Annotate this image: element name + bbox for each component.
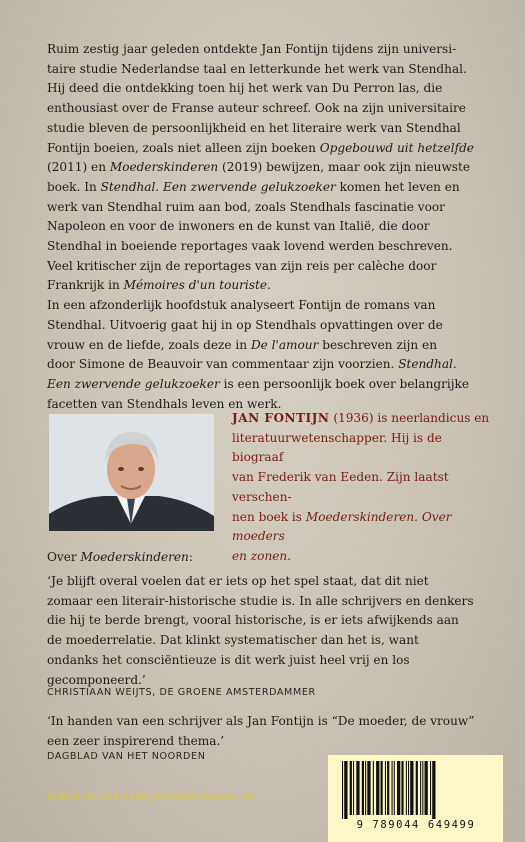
blurb-line-text: Stendhal. Een zwervende gelukzoeker (100, 179, 336, 194)
barcode-bar (387, 761, 389, 815)
blurb-line-text: is een persoonlijk boek over belangrijke (219, 376, 470, 391)
quote-line: de moederrelatie. Dat klinkt systematischer dan het is, want (47, 633, 419, 648)
barcode-bar (385, 761, 386, 815)
barcode-bar (381, 761, 383, 815)
barcode-bar (362, 761, 364, 815)
quote-line: ‘Je blijft overal voelen dat er iets op het spel staat, dat dit niet (47, 574, 429, 588)
blurb-line-text: In een afzonderlijk hoofdstuk analyseert Fontijn de romans van (47, 298, 436, 313)
barcode-bar (392, 761, 393, 815)
quote-line: ‘In handen van een schrijver als Jan Fontijn is “De moeder, de vrouw” (47, 714, 475, 728)
quote-line: een zeer inspirerend thema.’ (47, 733, 225, 748)
barcode-bar (376, 761, 379, 815)
back-cover-blurb (47, 40, 487, 414)
barcode-bar (350, 761, 352, 815)
blurb-line-text: Stendhal. (398, 357, 457, 372)
blurb-line-text: Frankrijk in (47, 278, 124, 293)
barcode-bar (430, 761, 431, 815)
barcode-bar (367, 761, 370, 815)
barcode-bar (344, 761, 347, 819)
blurb-line-text: Mémoires d'un touriste (123, 278, 268, 293)
blurb-line-text: boek. In (47, 179, 101, 194)
barcode-bar (394, 761, 395, 815)
review-quote-1 (47, 572, 487, 690)
barcode-bar (342, 761, 343, 819)
quote-line: die hij te berde brengt, vooral historische, is er iets afwijkends aan (47, 613, 459, 628)
barcode-bar (356, 761, 359, 815)
blurb-line-text: door Simone de Beauvoir van commentaar zijn voorzien. (47, 357, 399, 372)
blurb-line-text: taire studie Nederlandse taal en letterkunde het werk van Stendhal. (47, 61, 467, 76)
blurb-line-text: Moederskinderen (109, 160, 219, 175)
blurb-line-text: Ruim zestig jaar geleden ontdekte Jan Fontijn tijdens zijn universi- (47, 42, 457, 56)
blurb-paragraph-2 (47, 296, 487, 414)
barcode-bar (373, 761, 374, 815)
author-bio: JAN FONTIJN (1936) is neerlandicus en literatuurwetenschapper. Hij is de biograaf van Frederik van Eeden. Zijn laatst verschen- nen boek is Moederskinderen. Over moeders en zonen. (232, 411, 490, 563)
barcode-bar (420, 761, 421, 815)
barcode-panel (328, 755, 503, 842)
barcode-bar (397, 761, 400, 815)
reviews-heading: Over Moederskinderen: (47, 550, 193, 564)
review-source-1: CHRISTIAAN WEIJTS, DE GROENE AMSTERDAMMER (47, 687, 316, 698)
blurb-line-text: komen het leven en (335, 179, 460, 194)
author-portrait-image (49, 414, 214, 531)
blurb-line-text: vrouw en de liefde, zoals deze in (47, 337, 251, 352)
blurb-line-text: Fontijn boeien, zoals niet alleen zijn boeken (47, 140, 320, 155)
blurb-line-text: facetten van Stendhals leven en werk. (47, 396, 282, 411)
publisher-website: WWW.UITGEVERIJPROMETHEUS.NL (47, 792, 258, 803)
blurb-line-text: Stendhal in boeiende reportages vaak lovend werden beschreven. (47, 239, 453, 254)
isbn-number: 9 789044 649499 (356, 819, 476, 831)
quote-line: ondanks het consciëntieuze is dit werk juist heel vrij en los (47, 652, 410, 667)
quote-line: zomaar een literair-historische studie is. In alle schrijvers en denkers (47, 593, 474, 608)
review-quote-2 (47, 712, 487, 751)
blurb-line-text: studie bleven de persoonlijkheid en het literaire werk van Stendhal (47, 120, 461, 135)
barcode-bar (422, 761, 423, 815)
isbn-barcode (338, 761, 493, 819)
blurb-line-text: Opgebouwd uit hetzelfde (319, 140, 474, 155)
blurb-line-text: Napoleon en voor de inwoners en de kunst van Italië, die door (47, 219, 430, 234)
blurb-line-text: (2011) en (47, 160, 110, 175)
barcode-bar (365, 761, 366, 815)
blurb-line-text: Hij deed die ontdekking toen hij het werk van Du Perron las, die (47, 81, 443, 96)
blurb-line-text: . (267, 278, 271, 293)
barcode-bar (416, 761, 418, 815)
barcode-bar (401, 761, 403, 815)
blurb-line-text: werk van Stendhal ruim aan bod, zoals Stendhals fascinatie voor (47, 199, 445, 214)
barcode-bar (425, 761, 428, 815)
barcode-bar (432, 761, 435, 819)
blurb-paragraph-1 (47, 40, 487, 296)
blurb-line-text: Stendhal. Uitvoerig gaat hij in op Stendhals opvattingen over de (47, 317, 443, 332)
blurb-line-text: (2019) bewijzen, maar ook zijn nieuwste (218, 160, 471, 175)
blurb-line-text: beschreven zijn en (318, 337, 437, 352)
blurb-line-text: Veel kritischer zijn de reportages van zijn reis per calèche door (47, 258, 437, 273)
blurb-line-text: De l'amour (250, 337, 319, 352)
barcode-bar (410, 761, 413, 815)
author-name: JAN FONTIJN (232, 411, 330, 425)
barcode-bar (406, 761, 407, 815)
author-photo (49, 414, 214, 531)
blurb-line-text: Een zwervende gelukzoeker (47, 376, 220, 391)
review-source-2: DAGBLAD VAN HET NOORDEN (47, 751, 206, 762)
quote-line: gecomponeerd.’ (47, 672, 146, 687)
blurb-line-text: enthousiast over de Franse auteur schreef. Ook na zijn universitaire (47, 101, 466, 116)
barcode-bar (408, 761, 409, 815)
barcode-bar (353, 761, 354, 815)
